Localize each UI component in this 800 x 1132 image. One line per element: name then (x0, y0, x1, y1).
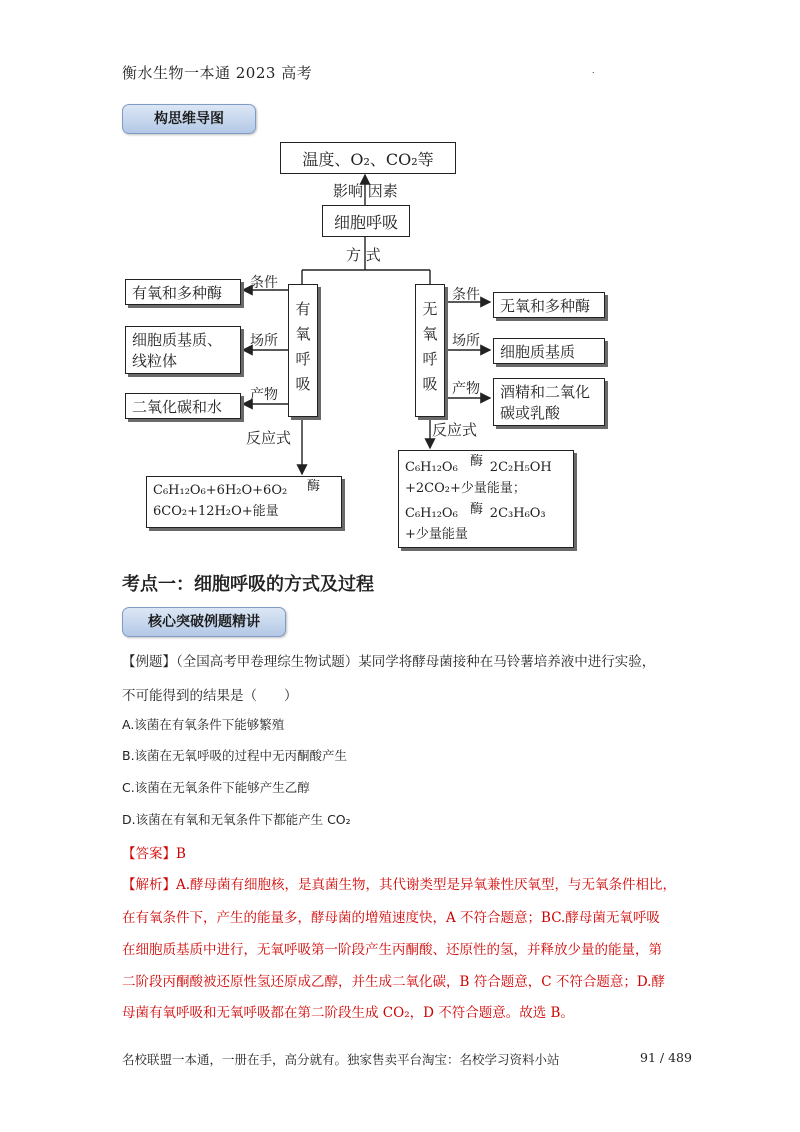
anaerobic-eq1-enzyme: 酶 (470, 454, 484, 469)
anaerobic-box (415, 284, 445, 417)
anaerobic-eq1-right: 2C₂H₅OH (489, 460, 552, 475)
section-tab-examples (122, 607, 286, 637)
anaerobic-equation-box (398, 450, 574, 548)
option-d: D.该菌在有氧和无氧条件下都能产生 CO₂ (122, 812, 351, 827)
answer-label: 【答案】B (122, 846, 186, 862)
aerobic-product-text: 二氧化碳和水 (132, 397, 223, 416)
anaerobic-product-text: 酒精和二氧化碳或乳酸 (500, 383, 591, 422)
anaerobic-eq1-left: C₆H₁₂O₆ (405, 460, 458, 475)
factors-box (280, 142, 456, 174)
aerobic-enzyme-label: 酶 (307, 479, 321, 494)
anaerobic-eq2-line2: +少量能量 (405, 527, 468, 542)
option-c: C.该菌在无氧条件下能够产生乙醇 (122, 780, 310, 795)
aerobic-equation-label: 反应式 (246, 429, 292, 447)
aerobic-equation-line2: 6CO₂+12H₂O+能量 (153, 504, 279, 519)
mode-label: 方 式 (346, 246, 381, 264)
anaerobic-eq2-right: 2C₃H₆O₃ (489, 506, 546, 521)
aerobic-product-label: 产物 (250, 387, 278, 403)
analysis-line1: 【解析】A.酵母菌有细胞核，是真菌生物，其代谢类型是异氧兼性厌氧型，与无氧条件相比， (122, 877, 677, 893)
footer-text: 名校联盟一本通，一册在手，高分就有。独家售卖平台淘宝：名校学习资料小站 (122, 1052, 560, 1067)
anaerobic-conditions-box (493, 292, 605, 318)
anaerobic-product-box (493, 378, 605, 426)
anaerobic-eq2-left: C₆H₁₂O₆ (405, 506, 458, 521)
influence-label: 影响 因素 (333, 182, 398, 200)
aerobic-box (288, 284, 318, 417)
kaodian-title: 考点一：细胞呼吸的方式及过程 (122, 574, 374, 595)
page-number: 91 / 489 (640, 1050, 692, 1065)
aerobic-product-box (125, 393, 241, 419)
anaerobic-equation-label: 反应式 (432, 421, 478, 439)
aerobic-site-box (125, 326, 241, 374)
section-tab-label: 核心突破例题精讲 (148, 614, 260, 630)
anaerobic-conditions-label: 条件 (452, 287, 480, 303)
section-tab-label: 构思维导图 (154, 111, 224, 127)
aerobic-conditions-text: 有氧和多种酶 (132, 283, 223, 302)
anaerobic-site-label: 场所 (452, 333, 480, 349)
aerobic-title: 有氧呼吸 (293, 300, 312, 401)
cell-respiration-box (322, 205, 410, 237)
question-line1: 【例题】（全国高考甲卷理综生物试题）某同学将酵母菌接种在马铃薯培养液中进行实验， (122, 654, 656, 670)
anaerobic-site-box (493, 338, 605, 364)
anaerobic-site-text: 细胞质基质 (500, 342, 576, 361)
analysis-line5: 母菌有氧呼吸和无氧呼吸都在第二阶段生成 CO₂，D 不符合题意。故选 B。 (122, 1005, 574, 1021)
analysis-line2: 在有氧条件下，产生的能量多，酵母菌的增殖速度快，A 不符合题意；BC.酵母菌无氧呼吸 (122, 910, 660, 926)
analysis-line4: 二阶段丙酮酸被还原性氢还原成乙醇，并生成二氧化碳，B 符合题意，C 不符合题意；D.酵 (122, 974, 665, 990)
option-a: A.该菌在有氧条件下能够繁殖 (122, 717, 285, 732)
analysis-line3: 在细胞质基质中进行，无氧呼吸第一阶段产生丙酮酸、还原性的氢，并释放少量的能量，第 (122, 942, 662, 958)
aerobic-equation-line1: C₆H₁₂O₆+6H₂O+6O₂ (153, 483, 288, 498)
anaerobic-eq2-enzyme: 酶 (470, 502, 484, 517)
question-line2: 不可能得到的结果是（ ） (122, 688, 298, 704)
page-header: 衡水生物一本通 2023 高考 (122, 64, 313, 82)
anaerobic-title: 无氧呼吸 (420, 300, 439, 401)
aerobic-site-label: 场所 (250, 333, 278, 349)
anaerobic-conditions-text: 无氧和多种酶 (500, 296, 591, 315)
anaerobic-eq1-line2: +2CO₂+少量能量； (405, 481, 526, 496)
option-b: B.该菌在无氧呼吸的过程中无丙酮酸产生 (122, 748, 348, 763)
anaerobic-product-label: 产物 (452, 381, 480, 397)
aerobic-site-text: 细胞质基质、线粒体 (132, 331, 223, 370)
aerobic-conditions-label: 条件 (250, 275, 278, 291)
aerobic-conditions-box (125, 279, 241, 305)
cell-respiration-text: 细胞呼吸 (333, 212, 398, 232)
factors-text: 温度、O₂、CO₂等 (302, 149, 434, 169)
header-dot: . (592, 66, 595, 75)
